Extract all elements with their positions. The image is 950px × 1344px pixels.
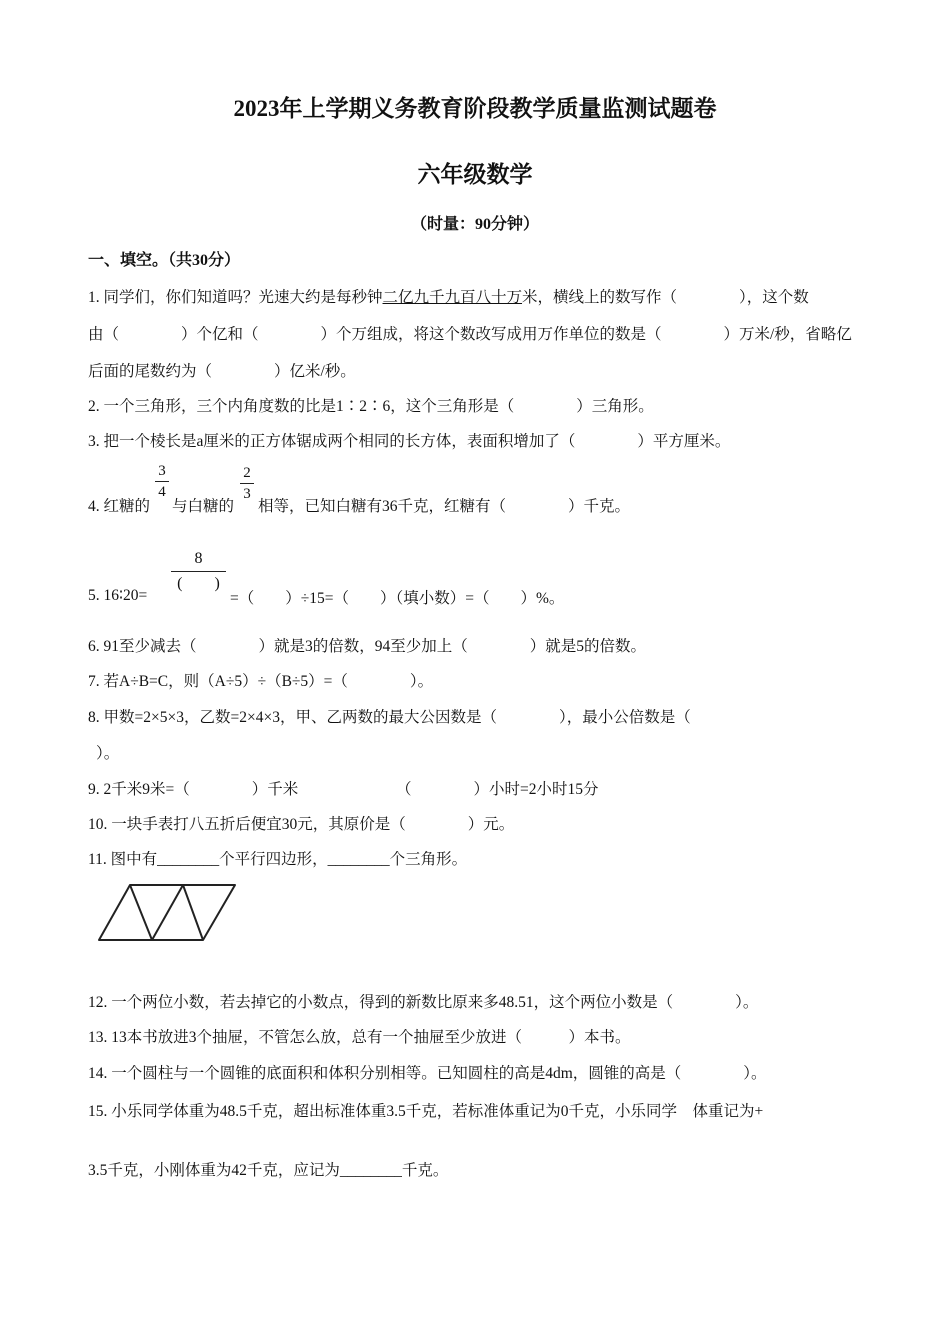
fraction-bar xyxy=(155,481,169,482)
q4-fraction-3-4 xyxy=(155,463,169,500)
q4-fraction-2-3 xyxy=(240,465,254,502)
question-8-line-2: ）。 xyxy=(96,745,120,762)
question-2: 2. 一个三角形，三个内角度数的比是1∶2∶6，这个三角形是（ ）三角形。 xyxy=(88,398,654,415)
fraction-numerator: 8 xyxy=(194,550,203,567)
fraction-bar xyxy=(240,483,254,484)
question-10: 10. 一块手表打八五折后便宜30元，其原价是（ ）元。 xyxy=(88,816,515,833)
question-15-line-2: 3.5千克，小刚体重为42千克，应记为________千克。 xyxy=(88,1162,449,1179)
q1-text-post: 米，横线上的数写作（ ），这个数 xyxy=(522,289,809,306)
question-6: 6. 91至少减去（ ）就是3的倍数，94至少加上（ ）就是5的倍数。 xyxy=(88,638,647,655)
q4-part-2: 与白糖的 xyxy=(172,498,235,515)
q4-part-1: 4. 红糖的 xyxy=(88,498,151,515)
fraction-denominator: 4 xyxy=(158,484,166,500)
exam-title: 2023年上学期义务教育阶段教学质量监测试题卷 xyxy=(233,96,717,121)
fraction-numerator: 3 xyxy=(158,463,166,479)
diagonal-line-1 xyxy=(130,885,152,940)
question-3: 3. 把一个棱长是a厘米的正方体锯成两个相同的长方体，表面积增加了（ ）平方厘米。 xyxy=(88,433,731,450)
fraction-denominator: 3 xyxy=(243,486,251,502)
fraction-denominator-blank: ( ) xyxy=(177,575,220,592)
parallelogram-triangles-figure xyxy=(95,880,240,945)
question-1-line-3: 后面的尾数约为（ ）亿米/秒。 xyxy=(88,363,356,380)
q5-fraction xyxy=(171,549,226,594)
question-9-part-2: （ ）小时=2小时15分 xyxy=(396,781,599,798)
diagonal-line-3 xyxy=(183,885,203,940)
question-13: 13. 13本书放进3个抽屉，不管怎么放，总有一个抽屉至少放进（ ）本书。 xyxy=(88,1029,631,1046)
question-12: 12. 一个两位小数，若去掉它的小数点，得到的新数比原来多48.51，这个两位小数是（ ）。 xyxy=(88,994,759,1011)
question-8-line-1: 8. 甲数=2×5×3，乙数=2×4×3，甲、乙两数的最大公因数是（ ），最小公倍数是（ xyxy=(88,709,691,726)
diagonal-line-2 xyxy=(152,885,183,940)
question-1-line-1 xyxy=(88,285,809,307)
question-14: 14. 一个圆柱与一个圆锥的底面积和体积分别相等。已知圆柱的高是4dm，圆锥的高是（ ）。 xyxy=(88,1065,767,1082)
q1-underlined-number: 二亿九千九百八十万 xyxy=(382,289,523,306)
question-7: 7. 若A÷B=C，则（A÷5）÷（B÷5）=（ ）。 xyxy=(88,673,434,690)
question-1-line-2: 由（ ）个亿和（ ）个万组成，将这个数改写成用万作单位的数是（ ）万米/秒，省略亿 xyxy=(88,326,852,343)
q5-part-2: =（ ）÷15=（ ）（填小数）=（ ）%。 xyxy=(230,590,565,607)
question-11: 11. 图中有________个平行四边形，________个三角形。 xyxy=(88,851,468,868)
question-15-line-1: 15. 小乐同学体重为48.5千克，超出标准体重3.5千克，若标准体重记为0千克，小乐同学 体重记为+ xyxy=(88,1103,764,1120)
subject-title: 六年级数学 xyxy=(417,162,533,187)
section-heading: 一、填空。（共30分） xyxy=(88,252,241,269)
time-note: （时量：90分钟） xyxy=(410,216,539,233)
q4-part-3: 相等，已知白糖有36千克，红糖有（ ）千克。 xyxy=(258,498,631,515)
question-9-part-1: 9. 2千米9米=（ ）千米 xyxy=(88,781,299,798)
q5-part-1: 5. 16∶20= xyxy=(88,587,148,604)
fraction-numerator: 2 xyxy=(243,465,251,481)
q1-text-pre: 1. 同学们，你们知道吗？光速大约是每秒钟 xyxy=(88,289,383,306)
fraction-bar xyxy=(171,571,226,572)
